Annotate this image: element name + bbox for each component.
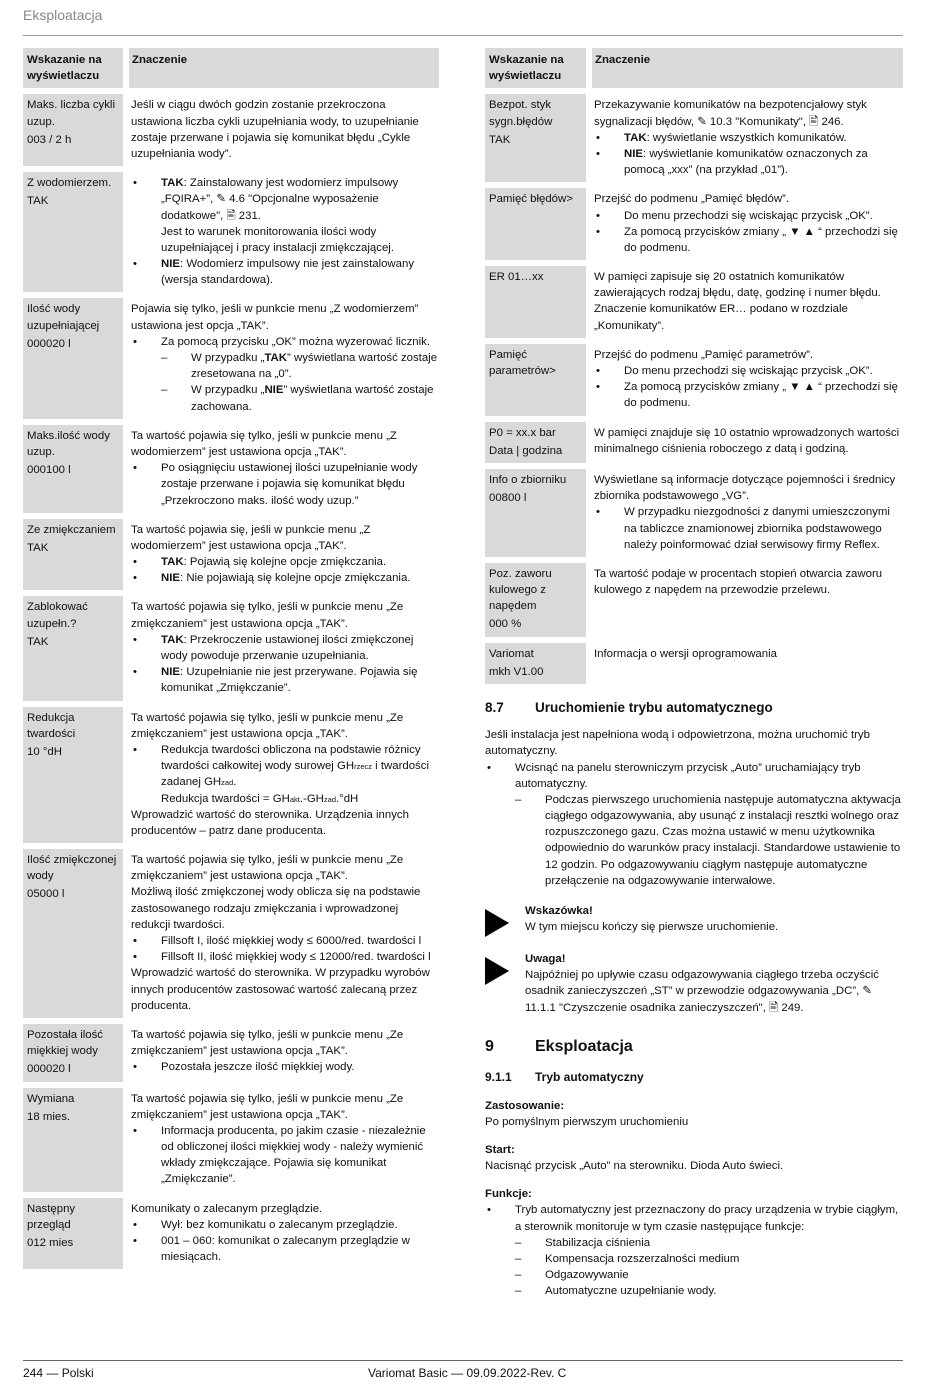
list-item: • Wcisnąć na panelu sterowniczym przycisk „Auto” uruchamiający tryb automatyczny. – Podczas pierwszego uruchomienia następuje automatyczna aktywacja ciągłego odgazowywania, aby usunąć z instalacji resztki wolnego oraz rozpuszczonego gazu. Czas można ustawić w menu użytkownika odpowiednio do warunków pracy instalacji. Standardowe ustawienie to 12 godzin. Po odgazowywaniu ciągłym następuje automatyczne przełączenie na odgazowywanie interwałowe. <box>485 760 903 890</box>
header-col-meaning: Znaczenie <box>592 48 903 88</box>
note-text: Najpóźniej po upływie czasu odgazowywania ciągłego trzeba oczyścić osadnik zanieczyszczeń „ST” w przewodzie odgazowywania „DC”, ✎ 11.1.1 "Czyszczenie osadnika zanieczyszczeń", 🖹 249. <box>525 969 879 1014</box>
header-divider <box>23 35 903 36</box>
table-row <box>485 266 903 338</box>
table-row <box>23 1198 439 1270</box>
list-item: • 001 – 060: komunikat o zalecanym przeglądzie w miesiącach. <box>131 1233 439 1265</box>
row-key: Pamięć błędów> <box>485 188 586 260</box>
section-heading: 8.7 Uruchomienie trybu automatycznego <box>485 700 773 715</box>
note-title: Wskazówka! <box>525 905 593 918</box>
list-item: – W przypadku „TAK” wyświetlana wartość zostaje zresetowana na „0”. <box>161 350 439 382</box>
row-value: Ta wartość pojawia się tylko, jeśli w punkcie menu „Ze zmiękczaniem” jest ustawiona opcja „TAK”. Możliwą ilość zmiękczonej wody oblicza się na podstawie zastosowanego rodzaju zmiękczania i wprowadzonej redukcji twardości. • Fillsoft I, ilość miękkiej wody ≤ 6000/red. twardości l • Fillsoft II, ilość miękkiej wody ≤ 12000/red. twardości l Wprowadzić wartość do sterownika. W przypadku wyrobów innych producentów zastosować wartość zalecaną przez producenta. <box>123 849 439 1018</box>
row-value: Ta wartość pojawia się, jeśli w punkcie menu „Z wodomierzem” jest ustawiona opcja „TAK”. • TAK: Pojawią się kolejne opcje zmiękczania. • NIE: Nie pojawiają się kolejne opcje zmiękczania. <box>123 519 439 591</box>
chapter-heading: 9 Eksploatacja <box>485 1037 633 1055</box>
row-value: Jeśli w ciągu dwóch godzin zostanie przekroczona ustawiona liczba cykli uzupełniania wody, to uzupełnianie zostaje przerwane i pojawia się komunikat błędu „Cykle uzupełniania wody”. <box>131 99 419 160</box>
list-item: • NIE: Wodomierz impulsowy nie jest zainstalowany (wersja standardowa). <box>131 256 439 288</box>
list-item: • Fillsoft I, ilość miękkiej wody ≤ 6000/red. twardości l <box>131 933 439 949</box>
row-value: Komunikaty o zalecanym przeglądzie. • Wył: bez komunikatu o zalecanym przeglądzie. • 001 – 060: komunikat o zalecanym przeglądzie w miesiącach. <box>123 1198 439 1270</box>
list-item: • Redukcja twardości obliczona na podstawie różnicy twardości całkowitej wody surowej GHrzecz i twardości zadanej GHzad. Redukcja twardości = GHakt.-GHzad.°dH <box>131 742 439 807</box>
row-key: Bezpot. styk sygn.błędów TAK <box>485 94 586 182</box>
row-key: Poz. zaworu kulowego z napędem 000 % <box>485 563 586 637</box>
document-title: Variomat Basic — 09.09.2022-Rev. C <box>368 1366 567 1380</box>
list-item: • W przypadku niezgodności z danymi umieszczonymi na tabliczce znamionowej zbiornika podstawowego należy poinformować dział serwisowy firmy Reflex. <box>594 504 903 553</box>
page-number: 244 — Polski <box>23 1366 94 1380</box>
footer-divider <box>23 1360 903 1361</box>
table-row <box>485 344 903 416</box>
table-row <box>485 469 903 557</box>
row-key: Zablokować uzupełn.? TAK <box>23 596 123 700</box>
page-header-title: Eksploatacja <box>23 7 103 23</box>
table-row <box>485 643 903 684</box>
row-value: Przekazywanie komunikatów na bezpotencjałowy styk sygnalizacji błędów, ✎ 10.3 "Komunikaty", 🖹 246. • TAK: wyświetlanie wszystkich komunikatów. • NIE: wyświetlanie komunikatów oznaczonych za pomocą „xxx” (na przykład „01”). <box>586 94 903 182</box>
list-item: • Wył: bez komunikatu o zalecanym przeglądzie. <box>131 1217 439 1233</box>
table-row <box>23 1024 439 1082</box>
list-item: – Kompensacja rozszerzalności medium <box>515 1251 903 1267</box>
header-col-display: Wskazanie na wyświetlaczu <box>23 48 123 88</box>
list-item: – Automatyczne uzupełnianie wody. <box>515 1283 903 1299</box>
table-row <box>23 707 439 844</box>
table-row <box>23 172 439 292</box>
note-title: Uwaga! <box>525 953 566 966</box>
table-row <box>23 425 439 513</box>
table-row <box>23 298 439 418</box>
row-key: Maks.ilość wody uzup. 000100 l <box>23 425 123 513</box>
label-application: Zastosowanie: <box>485 1099 565 1112</box>
row-value: Ta wartość pojawia się tylko, jeśli w punkcie menu „Ze zmiękczaniem” jest ustawiona opcja „TAK”. • Informacja producenta, po jakim czasie - niezależnie od obliczonej ilości miękkiej wody - należy wymienić wkłady zmiękczające. Pojawia się komunikat „Zmiękczanie”. <box>123 1088 439 1192</box>
row-key: Następny przegląd 012 mies <box>23 1198 123 1270</box>
table-row <box>23 596 439 700</box>
table-row <box>23 519 439 591</box>
row-key: Z wodomierzem. TAK <box>23 172 123 292</box>
paragraph: Po pomyślnym pierwszym uruchomieniu <box>485 1115 689 1128</box>
list-item: • Po osiągnięciu ustawionej ilości uzupełnianie wody zostaje przerwane i pojawia się komunikat błędu „Przekroczono maks. ilość wody uzup.” <box>131 460 439 509</box>
row-value: Przejść do podmenu „Pamięć błędów”. • Do menu przechodzi się wciskając przycisk „OK”. • Za pomocą przycisków zmiany „ ▼ ▲ “ przechodzi się do podmenu. <box>586 188 903 260</box>
arrow-right-icon <box>485 951 525 1016</box>
row-key: Ze zmiękczaniem TAK <box>23 519 123 591</box>
row-value: Wyświetlane są informacje dotyczące pojemności i średnicy zbiornika podstawowego „VG”. • W przypadku niezgodności z danymi umieszczonymi na tabliczce znamionowej zbiornika podstawowego należy poinformować dział serwisowy firmy Reflex. <box>586 469 903 557</box>
row-value: Przejść do podmenu „Pamięć parametrów”. • Do menu przechodzi się wciskając przycisk „OK”. • Za pomocą przycisków zmiany „ ▼ ▲ “ przechodzi się do podmenu. <box>586 344 903 416</box>
row-value: Ta wartość pojawia się tylko, jeśli w punkcie menu „Ze zmiękczaniem” jest ustawiona opcja „TAK”. • TAK: Przekroczenie ustawionej ilości zmiękczonej wody powoduje przerwanie uzupełniania. • NIE: Uzupełnianie nie jest przerywane. Pojawia się komunikat „Zmiękczanie”. <box>123 596 439 700</box>
list-item: • TAK: Przekroczenie ustawionej ilości zmiękczonej wody powoduje przerwanie uzupełniania. <box>131 632 439 664</box>
table-header <box>23 48 439 88</box>
row-value <box>123 172 439 292</box>
row-key: Ilość wody uzupełniającej 000020 l <box>23 298 123 418</box>
left-column <box>23 48 439 1275</box>
paragraph: Jeśli instalacja jest napełniona wodą i odpowietrzona, można uruchomić tryb automatyczny. <box>485 729 870 758</box>
arrow-right-icon <box>485 903 525 937</box>
row-key: Ilość zmiękczonej wody 05000 l <box>23 849 123 1018</box>
list-item: • NIE: Nie pojawiają się kolejne opcje zmiękczania. <box>131 570 439 586</box>
row-key: Variomat mkh V1.00 <box>485 643 586 684</box>
row-key: ER 01…xx <box>485 266 586 338</box>
list-item: • TAK: Zainstalowany jest wodomierz impulsowy „FQIRA+”, ✎ 4.6 "Opcjonalne wyposażenie dodatkowe", 🖹 231. Jest to warunek monitorowania ilości wody uzupełniającej i pracy instalacji zmiękczającej. <box>131 175 439 256</box>
row-value: Ta wartość pojawia się tylko, jeśli w punkcie menu „Z wodomierzem” jest ustawiona opcja „TAK”. • Po osiągnięciu ustawionej ilości uzupełnianie wody zostaje przerwane i pojawia się komunikat błędu „Przekroczono maks. ilość wody uzup.” <box>123 425 439 513</box>
note-warning <box>485 951 903 1016</box>
row-value: Ta wartość podaje w procentach stopień otwarcia zaworu kulowego z napędem na przewodzie przelewu. <box>594 567 883 597</box>
list-item: • TAK: Pojawią się kolejne opcje zmiękczania. <box>131 554 439 570</box>
list-item: • Fillsoft II, ilość miękkiej wody ≤ 12000/red. twardości l <box>131 949 439 965</box>
list-item: • Do menu przechodzi się wciskając przycisk „OK”. <box>594 363 903 379</box>
table-header <box>485 48 903 88</box>
table-row <box>485 422 903 463</box>
row-key: P0 = xx.x bar Data | godzina <box>485 422 586 463</box>
list-item: – W przypadku „NIE” wyświetlana wartość zostaje zachowana. <box>161 382 439 414</box>
row-value: Ta wartość pojawia się tylko, jeśli w punkcie menu „Ze zmiękczaniem” jest ustawiona opcja „TAK”. • Redukcja twardości obliczona na podstawie różnicy twardości całkowitej wody surowej GHrzecz i twardości zadanej GHzad. Redukcja twardości = GHakt.-GHzad.°dH Wprowadzić wartość do sterownika. Urządzenia innych producentów – patrz dane producenta. <box>123 707 439 844</box>
table-row <box>23 94 439 166</box>
row-key: Pamięć parametrów> <box>485 344 586 416</box>
list-item: • Za pomocą przycisków zmiany „ ▼ ▲ “ przechodzi się do podmenu. <box>594 224 903 256</box>
row-value: W pamięci zapisuje się 20 ostatnich komunikatów zawierających rodzaj błędu, datę, godzinę i numer błędu. Znaczenie komunikatów ER… podano w rozdziale „Komunikaty”. <box>594 271 881 332</box>
subsection-heading: 9.1.1 Tryb automatyczny <box>485 1069 644 1084</box>
list-item: • Tryb automatyczny jest przeznaczony do pracy urządzenia w trybie ciągłym, a sterownik monitoruje w tym czasie następujące funkcje: – Stabilizacja ciśnienia – Kompensacja rozszerzalności medium – Odgazowywanie – Automatyczne uzupełnianie wody. <box>485 1202 903 1299</box>
row-key: Redukcja twardości 10 °dH <box>23 707 123 844</box>
row-key: Maks. liczba cykli uzup. 003 / 2 h <box>23 94 123 166</box>
list-item: – Odgazowywanie <box>515 1267 903 1283</box>
table-row <box>485 94 903 182</box>
list-item: • Za pomocą przycisku „OK” można wyzerować licznik. – W przypadku „TAK” wyświetlana wartość zostaje zresetowana na „0”. – W przypadku „NIE” wyświetlana wartość zostaje zachowana. <box>131 334 439 415</box>
list-item: • TAK: wyświetlanie wszystkich komunikatów. <box>594 130 903 146</box>
label-start: Start: <box>485 1143 515 1156</box>
table-row <box>23 849 439 1018</box>
row-value: Informacja o wersji oprogramowania <box>594 647 777 660</box>
row-value: Pojawia się tylko, jeśli w punkcie menu „Z wodomierzem” ustawiona jest opcja „TAK”. • Za pomocą przycisku „OK” można wyzerować licznik. – W przypadku „TAK” wyświetlana wartość zostaje zresetowana na „0”. – W przypadku „NIE” wyświetlana wartość zostaje zachowana. <box>123 298 439 418</box>
paragraph: Nacisnąć przycisk „Auto” na sterowniku. Dioda Auto świeci. <box>485 1160 784 1173</box>
header-col-meaning: Znaczenie <box>129 48 439 88</box>
note-tip <box>485 903 903 937</box>
row-value: W pamięci znajduje się 10 ostatnio wprowadzonych wartości minimalnego ciśnienia roboczego z datą i godziną. <box>594 426 900 455</box>
label-functions: Funkcje: <box>485 1188 532 1201</box>
header-col-display: Wskazanie na wyświetlaczu <box>485 48 586 88</box>
row-key: Info o zbiorniku 00800 l <box>485 469 586 557</box>
list-item: • Za pomocą przycisków zmiany „ ▼ ▲ “ przechodzi się do podmenu. <box>594 379 903 411</box>
table-row <box>485 563 903 637</box>
table-row <box>23 1088 439 1192</box>
list-item: • Do menu przechodzi się wciskając przycisk „OK”. <box>594 208 903 224</box>
note-text: W tym miejscu kończy się pierwsze uruchomienie. <box>525 921 779 934</box>
list-item: – Podczas pierwszego uruchomienia następuje automatyczna aktywacja ciągłego odgazowywania, aby usunąć z instalacji resztki wolnego oraz rozpuszczonego gazu. Czas można ustawić w menu użytkownika odpowiednio do warunków pracy instalacji. Standardowe ustawienie to 12 godzin. Po odgazowywaniu ciągłym następuje automatyczne przełączenie na odgazowywanie interwałowe. <box>515 792 903 889</box>
right-column <box>485 48 903 1300</box>
list-item: • NIE: Uzupełnianie nie jest przerywane. Pojawia się komunikat „Zmiękczanie”. <box>131 664 439 696</box>
row-value: Ta wartość pojawia się tylko, jeśli w punkcie menu „Ze zmiękczaniem” jest ustawiona opcja „TAK”. • Pozostała jeszcze ilość miękkiej wody. <box>123 1024 439 1082</box>
list-item: • NIE: wyświetlanie komunikatów oznaczonych za pomocą „xxx” (na przykład „01”). <box>594 146 903 178</box>
table-row <box>485 188 903 260</box>
row-key: Pozostała ilość miękkiej wody 000020 l <box>23 1024 123 1082</box>
list-item: – Stabilizacja ciśnienia <box>515 1235 903 1251</box>
list-item: • Pozostała jeszcze ilość miękkiej wody. <box>131 1059 439 1075</box>
row-key: Wymiana 18 mies. <box>23 1088 123 1192</box>
list-item: • Informacja producenta, po jakim czasie - niezależnie od obliczonej ilości miękkiej wody - należy wymienić wkłady zmiękczające. Pojawia się komunikat „Zmiękczanie”. <box>131 1123 439 1188</box>
